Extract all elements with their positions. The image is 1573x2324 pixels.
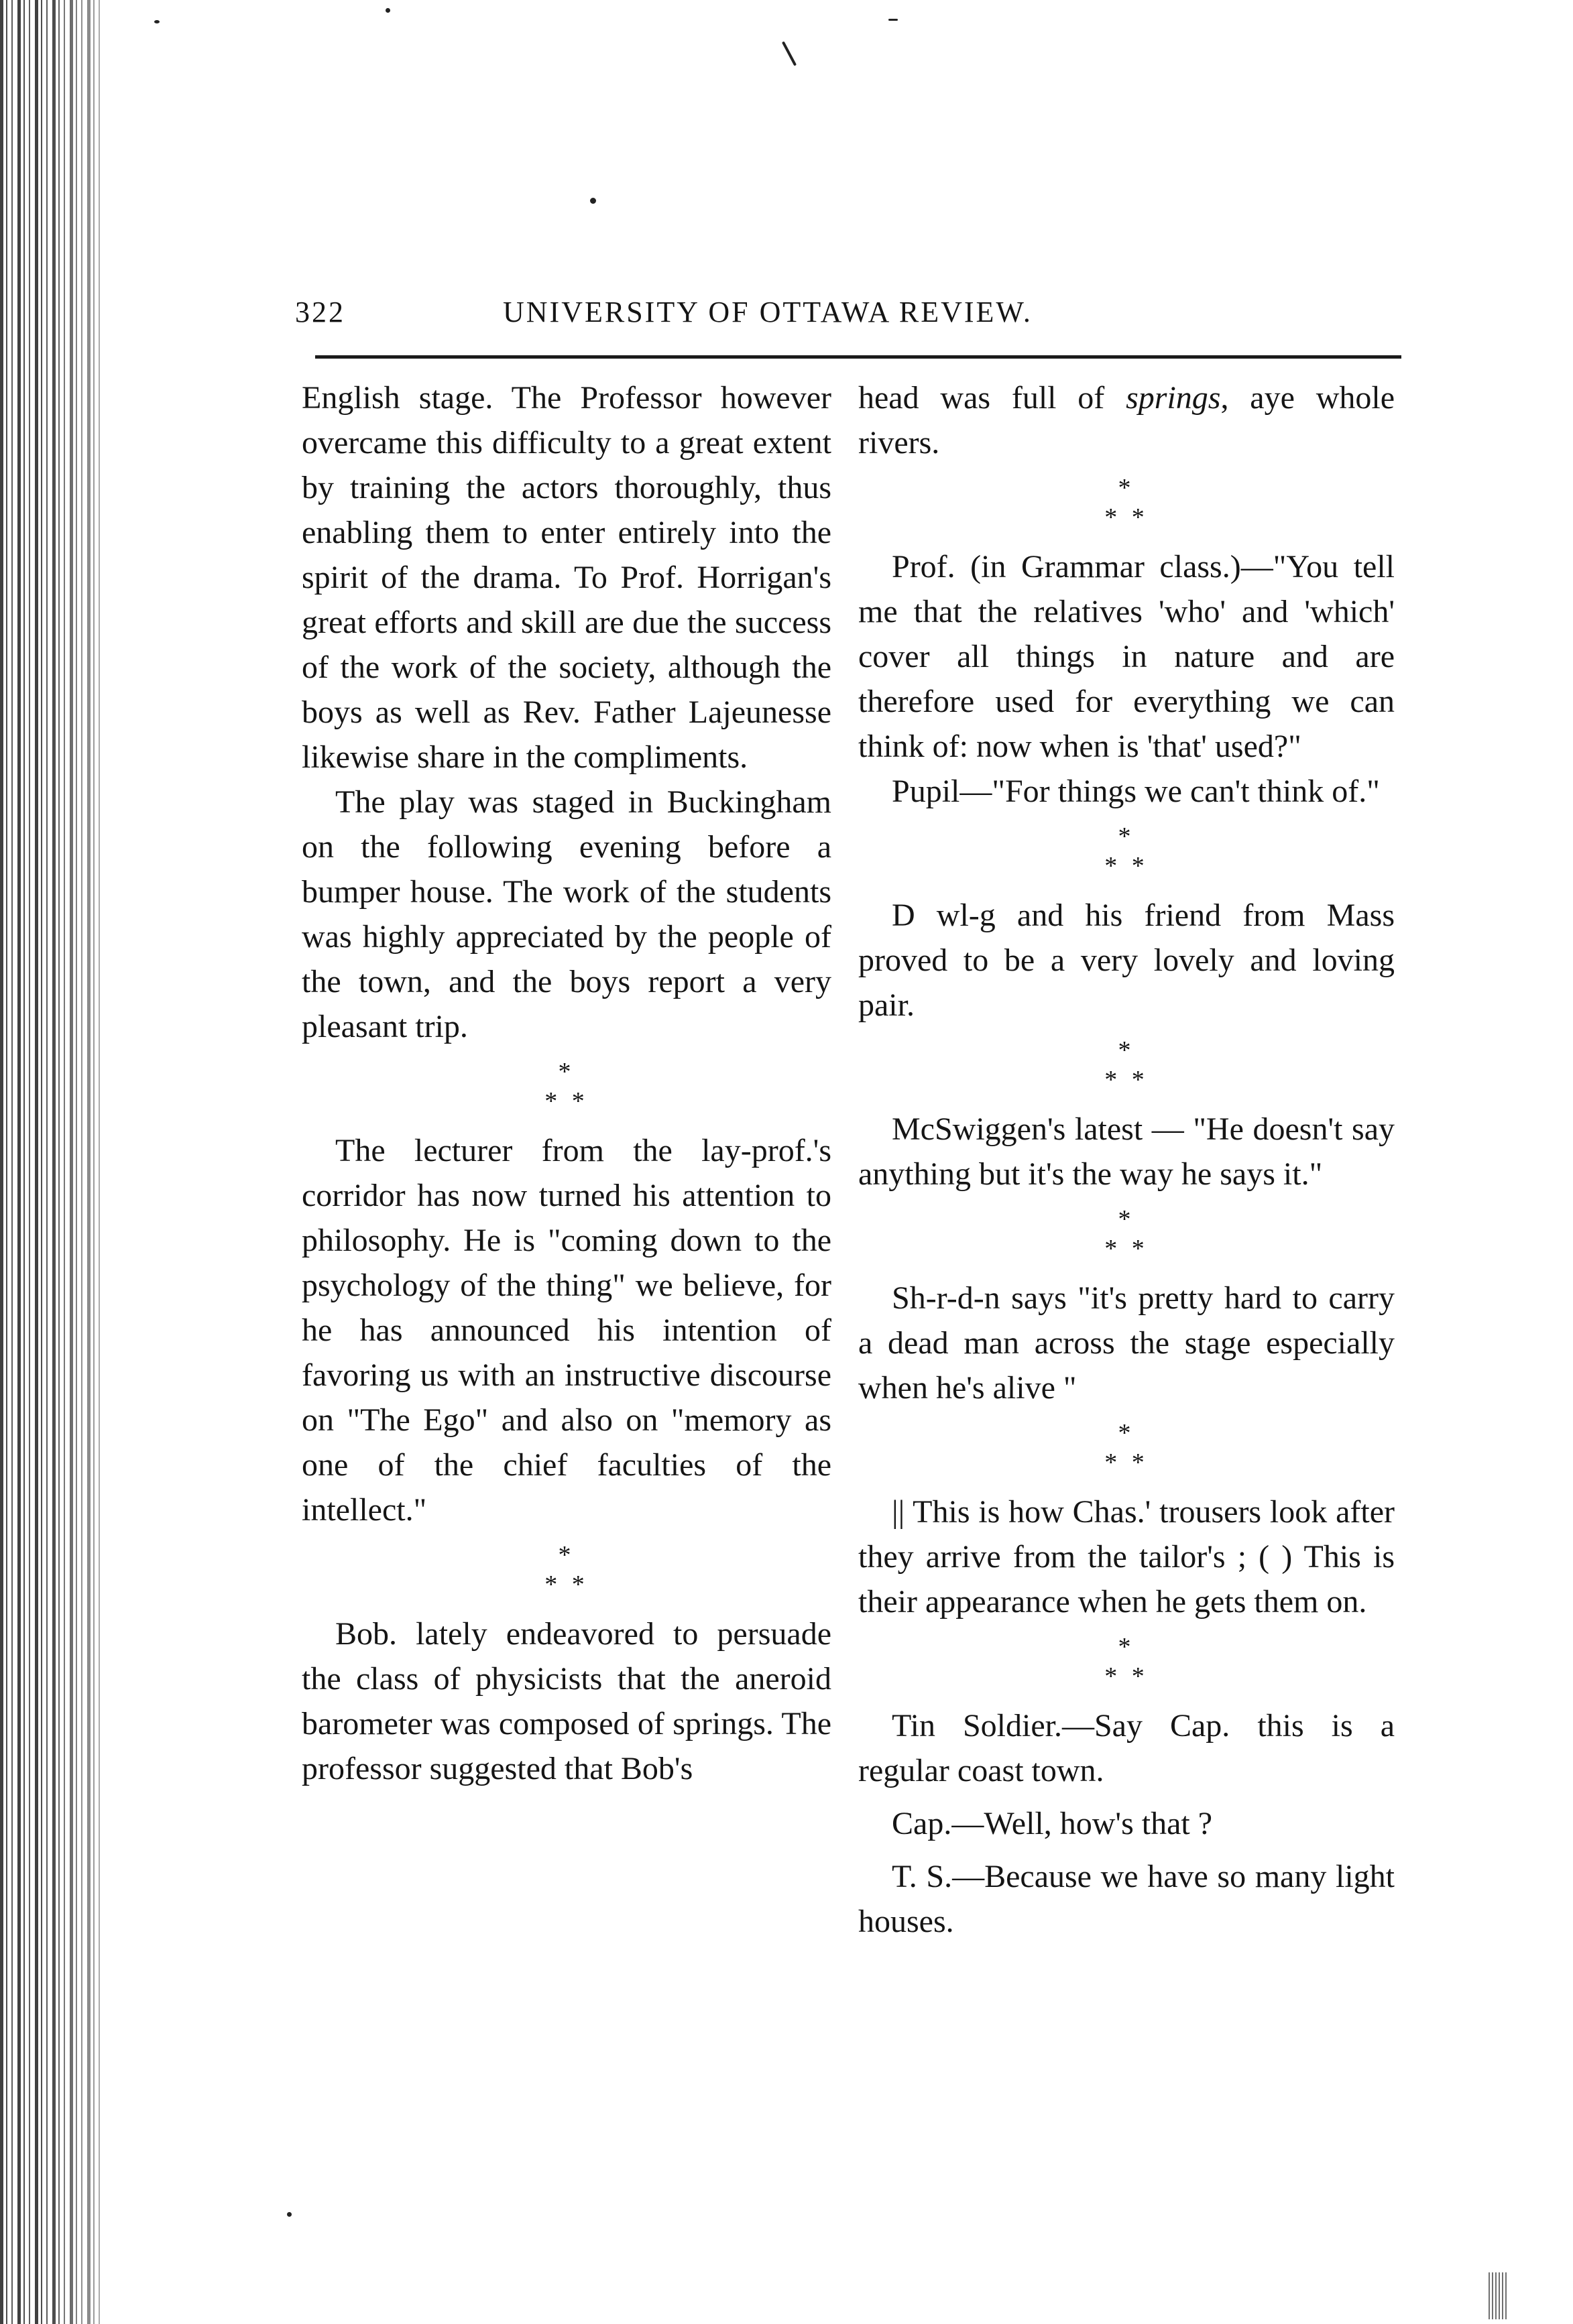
binding-gutter-fade — [47, 0, 154, 2324]
italic-word: springs — [1126, 380, 1221, 416]
paragraph: || This is how Chas.' trousers look after they arrive from the tailor's ; ( ) This is their appearance when he gets them on. — [858, 1494, 1395, 1619]
paragraph: The lecturer from the lay-prof.'s corridor has now turned his attention to philosophy. He is "coming down to the psychology of the thing" we believe, for he has announced his intention of favoring us with an instructive discourse on "The Ego" and also on "memory as one of the chief faculties of the intellect." — [302, 1133, 831, 1528]
asterism-bottom: * * — [1104, 1662, 1149, 1691]
text-run: , aye whole rivers. — [858, 380, 1395, 461]
asterism-top: * — [1118, 1036, 1135, 1064]
asterism-separator — [858, 1036, 1395, 1095]
left-column — [302, 375, 831, 1791]
asterism-separator — [302, 1057, 831, 1116]
asterism-top: * — [1118, 474, 1135, 502]
asterism-top: * — [1118, 1205, 1135, 1233]
asterism-separator — [858, 1632, 1395, 1691]
scan-speck — [590, 198, 596, 204]
paragraph: D wl-g and his friend from Mass proved to be a very lovely and loving pair. — [858, 898, 1395, 1023]
scan-speck — [782, 41, 797, 66]
asterism-separator — [858, 822, 1395, 881]
asterism-top: * — [558, 1541, 575, 1569]
paragraph: McSwiggen's latest — "He doesn't say anything but it's the way he says it." — [858, 1111, 1395, 1192]
paragraph: English stage. The Professor however overcame this difficulty to a great extent by training the actors thoroughly, thus enabling them to enter entirely into the spirit of the drama. To Prof. Horrigan's great efforts and skill are due the success of the work of the society, although the boys as well as Rev. Father Lajeunesse likewise share in the compliments. — [302, 380, 831, 775]
paragraph: Prof. (in Grammar class.)—"You tell me that the relatives 'who' and 'which' cover all things in nature and are therefore used for everything we can think of: now when is 'that' used?" — [858, 549, 1395, 764]
paragraph — [858, 375, 1395, 465]
asterism-bottom: * * — [1104, 1066, 1149, 1094]
scan-speck — [287, 2212, 292, 2217]
paragraph: Bob. lately endeavored to persuade the class of physicists that the aneroid barometer was composed of springs. The professor suggested that Bob's — [302, 1616, 831, 1786]
asterism-bottom: * * — [1104, 852, 1149, 880]
page-header — [295, 295, 1395, 342]
right-column — [858, 375, 1395, 1944]
header-rule — [315, 355, 1401, 359]
asterism-bottom: * * — [1104, 1235, 1149, 1263]
text-run: head was full of — [858, 380, 1126, 416]
asterism-separator — [858, 473, 1395, 532]
asterism-top: * — [1118, 822, 1135, 851]
asterism-top: * — [558, 1058, 575, 1086]
paragraph: T. S.—Because we have so many light houses. — [858, 1859, 1395, 1939]
asterism-top: * — [1118, 1419, 1135, 1447]
page-number: 322 — [295, 296, 345, 328]
scan-speck — [154, 20, 160, 23]
asterism-bottom: * * — [1104, 1449, 1149, 1477]
paragraph: Cap.—Well, how's that ? — [892, 1806, 1213, 1841]
scan-speck — [386, 8, 390, 13]
paragraph: Tin Soldier.—Say Cap. this is a regular coast town. — [858, 1708, 1395, 1788]
asterism-bottom: * * — [544, 1571, 589, 1599]
asterism-bottom: * * — [544, 1087, 589, 1115]
asterism-separator — [302, 1540, 831, 1599]
asterism-top: * — [1118, 1633, 1135, 1661]
paragraph: The play was staged in Buckingham on the following evening before a bumper house. The work of the students was highly appreciated by the people of the town, and the boys report a very pleasant trip. — [302, 784, 831, 1044]
paragraph: Sh-r-d-n says "it's pretty hard to carry a dead man across the stage especially when he's alive " — [858, 1280, 1395, 1406]
asterism-separator — [858, 1205, 1395, 1264]
running-title: UNIVERSITY OF OTTAWA REVIEW. — [503, 296, 1033, 328]
asterism-separator — [858, 1418, 1395, 1477]
paragraph: Pupil—"For things we can't think of." — [892, 774, 1380, 809]
scan-speck — [1489, 2272, 1507, 2319]
asterism-bottom: * * — [1104, 503, 1149, 532]
scan-speck — [888, 19, 898, 21]
